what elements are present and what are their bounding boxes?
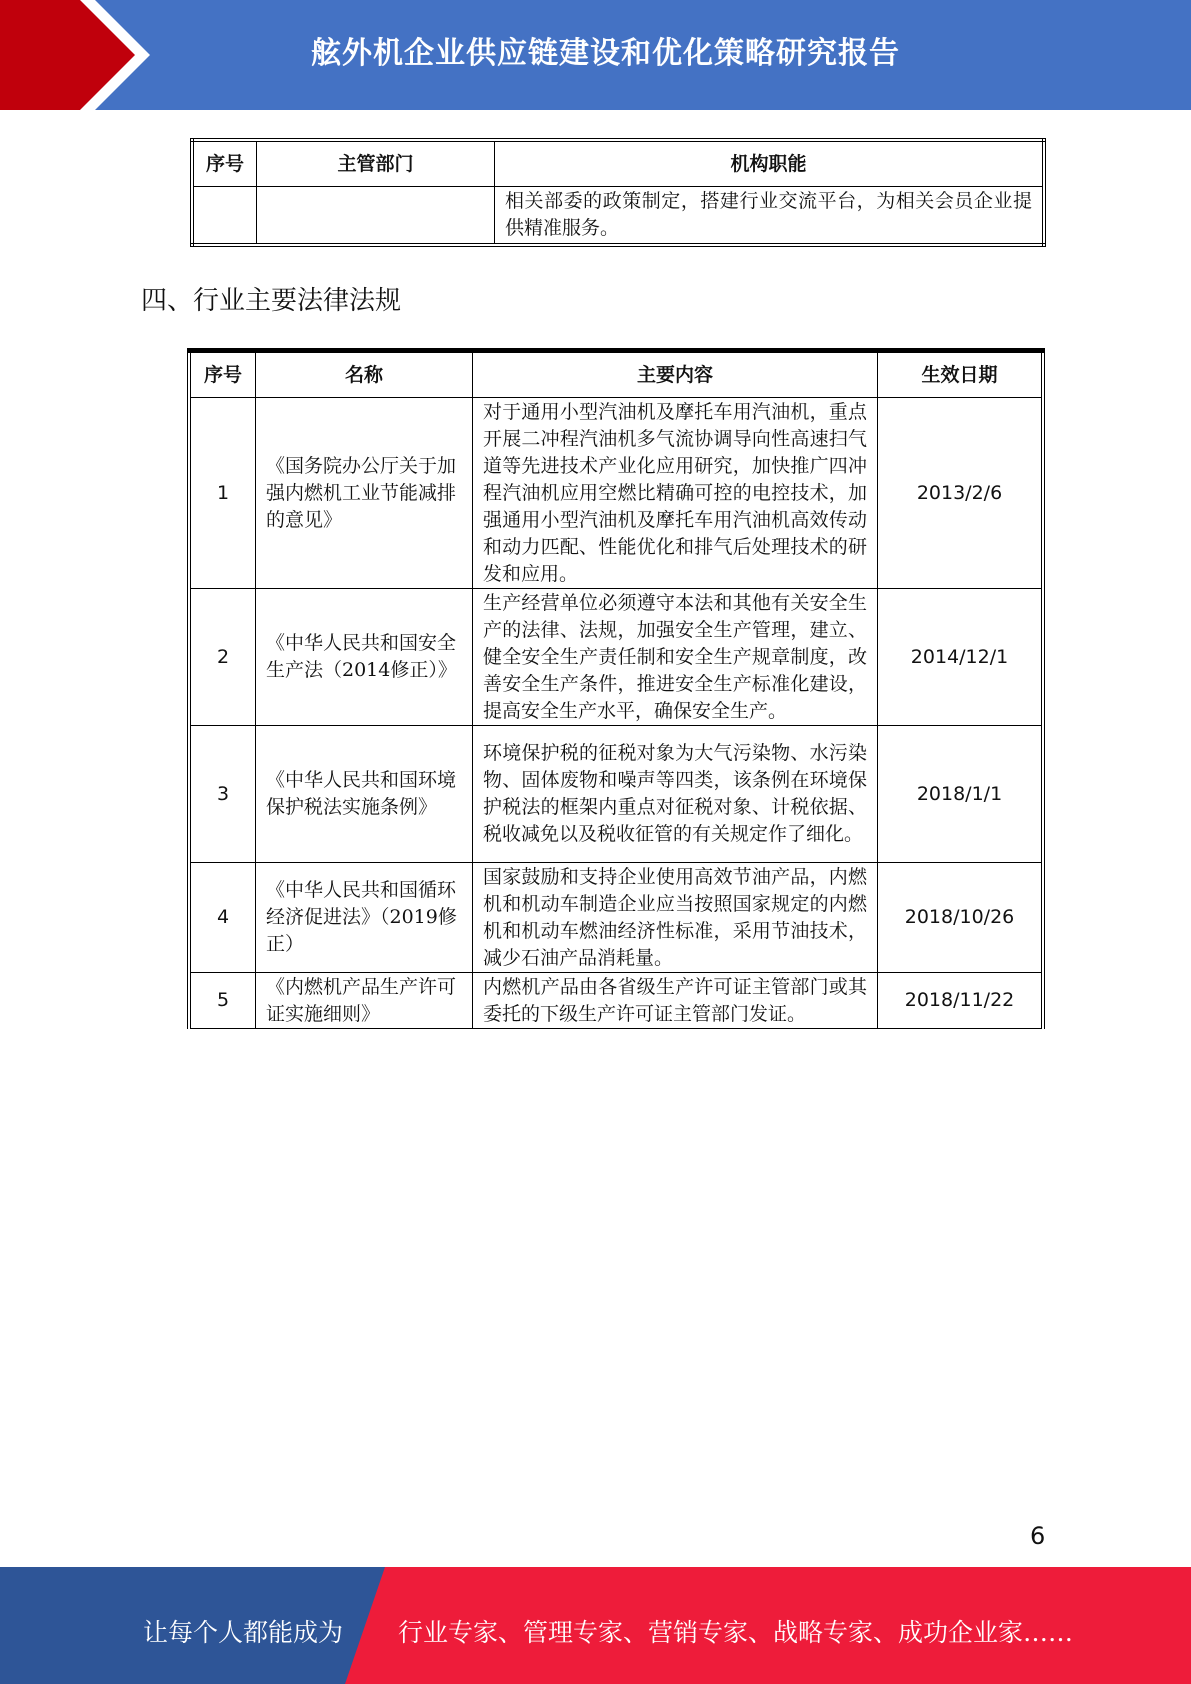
col-header-dept: 主管部门 xyxy=(257,140,495,187)
section-heading: 四、行业主要法律法规 xyxy=(141,286,402,316)
cell-date: 2013/2/6 xyxy=(878,398,1044,589)
cell-name: 《中华人民共和国环境保护税法实施条例》 xyxy=(256,726,473,863)
table-row xyxy=(189,589,1043,726)
cell-date: 2018/10/26 xyxy=(878,863,1044,973)
cell-content: 对于通用小型汽油机及摩托车用汽油机，重点开展二冲程汽油机多气流协调导向性高速扫气道等先进技术产业化应用研究，加快推广四冲程汽油机应用空燃比精确可控的电控技术，加强通用小型汽油机及摩托车用汽油机高效传动和动力匹配、性能优化和排气后处理技术的研发和应用。 xyxy=(473,398,878,589)
header-banner xyxy=(0,0,1191,110)
table-row xyxy=(192,187,1044,245)
footer-slogan-left: 让每个人都能成为 xyxy=(143,1618,344,1647)
col-header-name: 名称 xyxy=(256,351,473,398)
table-row xyxy=(189,726,1043,863)
cell-num: 4 xyxy=(189,863,256,973)
cell-num: 2 xyxy=(189,589,256,726)
cell-date: 2018/1/1 xyxy=(878,726,1044,863)
cell-name: 《中华人民共和国安全生产法（2014修正）》 xyxy=(256,589,473,726)
table-header-row xyxy=(189,351,1043,398)
report-title: 舷外机企业供应链建设和优化策略研究报告 xyxy=(311,36,900,71)
col-header-date: 生效日期 xyxy=(878,351,1044,398)
cell-num: 3 xyxy=(189,726,256,863)
cell-dept xyxy=(257,187,495,245)
cell-num: 1 xyxy=(189,398,256,589)
footer-banner xyxy=(0,1567,1191,1684)
cell-content: 国家鼓励和支持企业使用高效节油产品，内燃机和机动车制造企业应当按照国家规定的内燃机和机动车燃油经济性标准，采用节油技术，减少石油产品消耗量。 xyxy=(473,863,878,973)
footer-slogan-right: 行业专家、管理专家、营销专家、战略专家、成功企业家…… xyxy=(398,1618,1074,1647)
cell-name: 《中华人民共和国循环经济促进法》（2019修正） xyxy=(256,863,473,973)
col-header-function: 机构职能 xyxy=(495,140,1045,187)
cell-date: 2018/11/22 xyxy=(878,973,1044,1029)
page-number: 6 xyxy=(1030,1522,1046,1550)
col-header-num: 序号 xyxy=(189,351,256,398)
table-row xyxy=(189,863,1043,973)
col-header-num: 序号 xyxy=(192,140,257,187)
table-row xyxy=(189,973,1043,1029)
col-header-content: 主要内容 xyxy=(473,351,878,398)
cell-content: 生产经营单位必须遵守本法和其他有关安全生产的法律、法规，加强安全生产管理，建立、健全安全生产责任制和安全生产规章制度，改善安全生产条件，推进安全生产标准化建设，提高安全生产水平，确保安全生产。 xyxy=(473,589,878,726)
department-table xyxy=(190,138,1046,247)
table-header-row xyxy=(192,140,1044,187)
cell-function: 相关部委的政策制定，搭建行业交流平台，为相关会员企业提供精准服务。 xyxy=(495,187,1045,245)
cell-num xyxy=(192,187,257,245)
cell-name: 《国务院办公厅关于加强内燃机工业节能减排的意见》 xyxy=(256,398,473,589)
cell-content: 环境保护税的征税对象为大气污染物、水污染物、固体废物和噪声等四类，该条例在环境保护税法的框架内重点对征税对象、计税依据、税收减免以及税收征管的有关规定作了细化。 xyxy=(473,726,878,863)
cell-name: 《内燃机产品生产许可证实施细则》 xyxy=(256,973,473,1029)
cell-date: 2014/12/1 xyxy=(878,589,1044,726)
cell-num: 5 xyxy=(189,973,256,1029)
regulations-table xyxy=(187,348,1045,1029)
cell-content: 内燃机产品由各省级生产许可证主管部门或其委托的下级生产许可证主管部门发证。 xyxy=(473,973,878,1029)
table-row xyxy=(189,398,1043,589)
